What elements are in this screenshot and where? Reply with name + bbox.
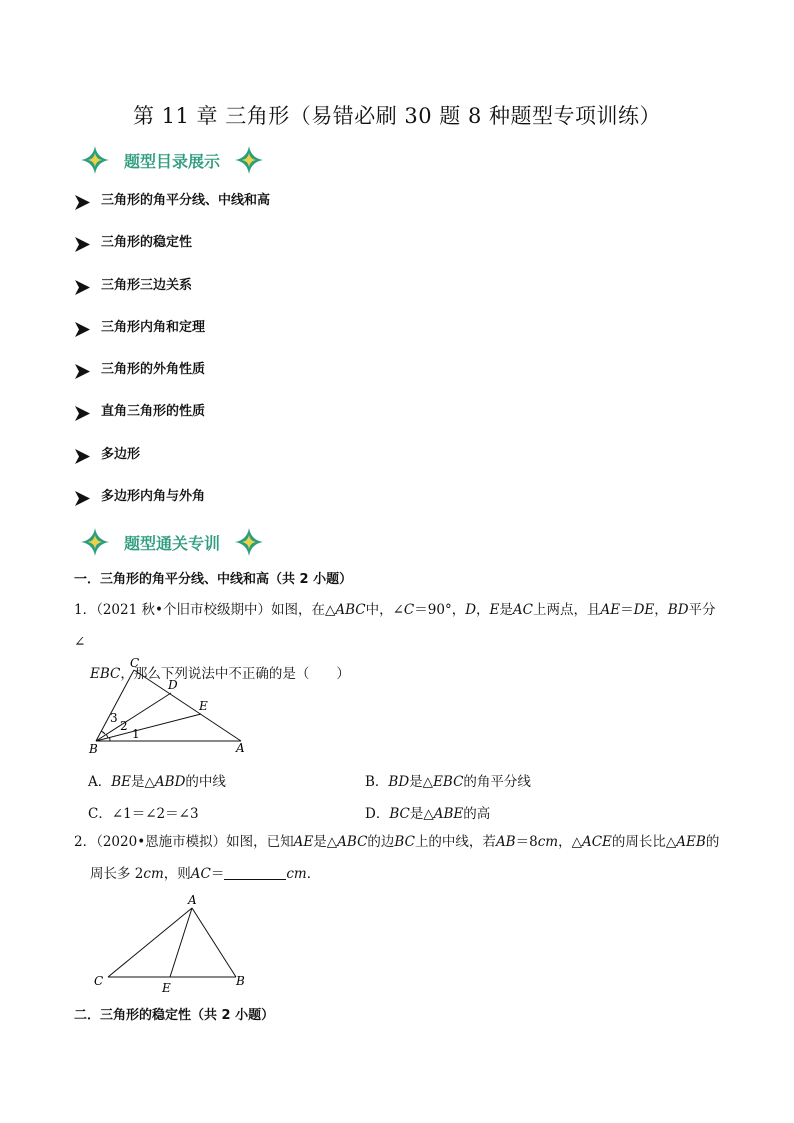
arrow-right-icon bbox=[74, 236, 91, 253]
math-unit: cm bbox=[286, 866, 307, 882]
question-number: 2． bbox=[74, 834, 97, 850]
text: ＝ bbox=[620, 602, 634, 618]
math-var: BD bbox=[667, 602, 689, 618]
figure-label: A bbox=[236, 741, 245, 755]
sparkle-icon bbox=[80, 527, 110, 557]
toc-item[interactable] bbox=[74, 486, 270, 528]
toc-item[interactable] bbox=[74, 275, 270, 317]
text: 平分∠ bbox=[74, 602, 716, 650]
text: 的角平分线 bbox=[463, 774, 531, 790]
angle-label: 2 bbox=[120, 719, 128, 733]
text: 的 bbox=[705, 834, 720, 850]
arrow-right-icon bbox=[74, 405, 91, 422]
option-c[interactable] bbox=[88, 802, 199, 822]
option-b[interactable] bbox=[365, 770, 531, 790]
math-var: BD bbox=[388, 774, 410, 790]
math-var: EBC bbox=[90, 666, 121, 682]
arrow-right-icon bbox=[74, 448, 91, 465]
text: ＝8 bbox=[515, 834, 538, 850]
figure-label: A bbox=[188, 893, 197, 907]
text: ，△ bbox=[558, 834, 582, 850]
math-var: BE bbox=[111, 774, 132, 790]
toc-item-label: 多边形 bbox=[101, 446, 141, 462]
text: 上的中线，若 bbox=[414, 834, 496, 850]
text: 上两点，且 bbox=[532, 602, 601, 618]
training-banner bbox=[80, 527, 264, 557]
option-label: B． bbox=[365, 774, 389, 790]
text: ， bbox=[476, 602, 490, 618]
math-unit: cm bbox=[537, 834, 559, 850]
text: ＝ bbox=[210, 866, 225, 882]
section-heading: 一．三角形的角平分线、中线和高（共 2 小题） bbox=[74, 572, 353, 587]
math-var: AEB bbox=[676, 834, 706, 850]
option-label: D． bbox=[365, 806, 390, 822]
answer-blank[interactable] bbox=[224, 865, 286, 880]
math-var: EBC bbox=[433, 774, 464, 790]
figure-label: D bbox=[168, 678, 178, 692]
text: 是△ bbox=[409, 806, 434, 822]
toc-banner bbox=[80, 145, 264, 175]
text: 的周长比△ bbox=[611, 834, 677, 850]
arrow-right-icon bbox=[74, 194, 91, 211]
text: 中，∠ bbox=[365, 602, 404, 618]
text: ， bbox=[654, 602, 668, 618]
math-var: D bbox=[465, 602, 477, 618]
math-var: AC bbox=[512, 602, 533, 618]
text: 是△ bbox=[313, 834, 338, 850]
arrow-right-icon bbox=[74, 279, 91, 296]
option-d[interactable] bbox=[365, 802, 490, 822]
toc-item-label: 多边形内角与外角 bbox=[101, 489, 206, 505]
toc-item[interactable] bbox=[74, 359, 270, 401]
text: ，那么下列说法中不正确的是（ ） bbox=[120, 666, 350, 682]
question-2-figure bbox=[88, 890, 258, 995]
toc-item-label: 直角三角形的性质 bbox=[101, 404, 206, 420]
arrow-right-icon bbox=[74, 321, 91, 338]
text: 的中线 bbox=[185, 774, 226, 790]
text: 是△ bbox=[409, 774, 434, 790]
toc-item-label: 三角形的角平分线、中线和高 bbox=[101, 193, 271, 208]
toc-item-label: 三角形的外角性质 bbox=[101, 362, 206, 378]
toc-item[interactable] bbox=[74, 444, 270, 486]
toc-banner-label: 题型目录展示 bbox=[124, 151, 221, 171]
figure-label: E bbox=[162, 981, 171, 995]
text: 是△ bbox=[131, 774, 155, 790]
math-unit: cm bbox=[143, 866, 164, 882]
question-source: （2020•恩施市模拟）如图，已知 bbox=[96, 834, 294, 850]
math-var: ABD bbox=[154, 774, 186, 790]
math-var: AC bbox=[190, 866, 211, 882]
text: △ bbox=[324, 602, 336, 618]
section-heading: 二．三角形的稳定性（共 2 小题） bbox=[74, 1008, 275, 1023]
text: 的高 bbox=[463, 806, 491, 822]
page-title: 第 11 章 三角形（易错必刷 30 题 8 种题型专项训练） bbox=[132, 104, 662, 128]
angle-label: 3 bbox=[110, 711, 118, 725]
math-var: AB bbox=[495, 834, 516, 850]
text: ． bbox=[306, 866, 321, 882]
figure-label: C bbox=[130, 656, 140, 670]
training-banner-label: 题型通关专训 bbox=[124, 533, 221, 553]
text: ∠1＝∠2＝∠3 bbox=[111, 806, 199, 822]
toc-item-label: 三角形的稳定性 bbox=[101, 235, 193, 251]
toc-item[interactable] bbox=[74, 190, 270, 232]
math-var: AE bbox=[600, 602, 621, 618]
option-label: A． bbox=[88, 774, 112, 790]
option-a[interactable] bbox=[88, 770, 226, 790]
toc-item[interactable] bbox=[74, 401, 270, 443]
math-var: E bbox=[489, 602, 500, 618]
sparkle-icon bbox=[234, 145, 264, 175]
sparkle-icon bbox=[80, 145, 110, 175]
text: 的边 bbox=[367, 834, 395, 850]
question-number: 1． bbox=[74, 602, 97, 618]
math-var: ABC bbox=[337, 834, 368, 850]
toc-item-label: 三角形内角和定理 bbox=[101, 319, 206, 335]
figure-label: B bbox=[89, 742, 98, 756]
toc-item[interactable] bbox=[74, 317, 270, 359]
math-var: ABE bbox=[433, 806, 464, 822]
math-var: BC bbox=[394, 834, 415, 850]
toc-list bbox=[74, 190, 270, 528]
question-2-stem bbox=[74, 826, 724, 890]
math-var: DE bbox=[633, 602, 655, 618]
text: ＝90°， bbox=[414, 602, 466, 618]
figure-label: C bbox=[94, 974, 104, 988]
figure-label: B bbox=[236, 974, 245, 988]
text: ，则 bbox=[163, 866, 191, 882]
question-1-figure bbox=[86, 655, 256, 760]
text: 周长多 2 bbox=[90, 866, 144, 882]
arrow-right-icon bbox=[74, 490, 91, 507]
math-var: C bbox=[403, 602, 415, 618]
math-var: AE bbox=[293, 834, 314, 850]
angle-label: 1 bbox=[132, 727, 140, 741]
toc-item-label: 三角形三边关系 bbox=[101, 277, 193, 293]
math-var: BC bbox=[389, 806, 410, 822]
math-var: ACE bbox=[581, 834, 612, 850]
figure-label: E bbox=[199, 699, 208, 713]
math-var: ABC bbox=[335, 602, 366, 618]
arrow-right-icon bbox=[74, 363, 91, 380]
toc-item[interactable] bbox=[74, 232, 270, 274]
question-source: （2021 秋•个旧市校级期中）如图，在 bbox=[96, 602, 325, 618]
sparkle-icon bbox=[234, 527, 264, 557]
option-label: C． bbox=[88, 806, 112, 822]
text: 是 bbox=[499, 602, 513, 618]
